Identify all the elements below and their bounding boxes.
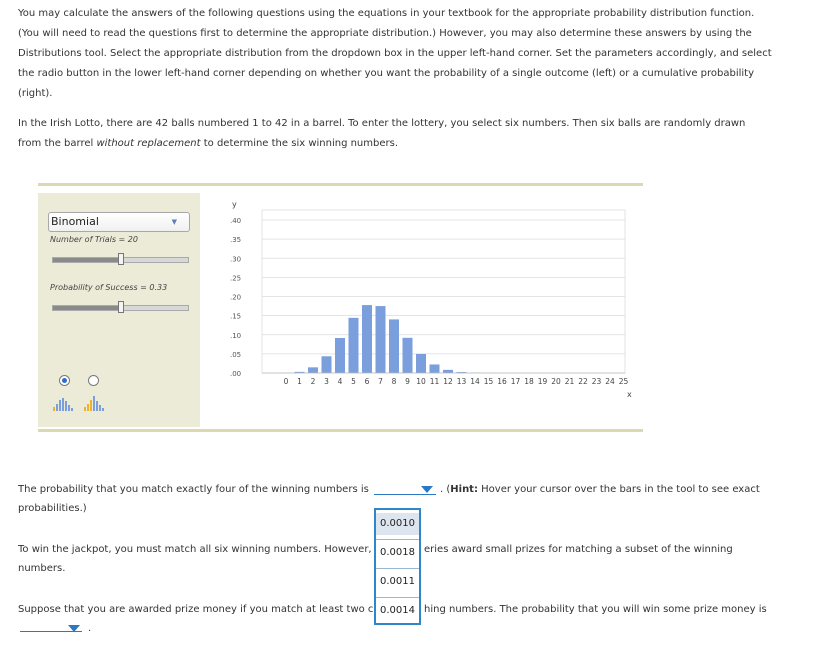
bar	[389, 319, 399, 373]
bar	[430, 364, 440, 373]
scenario-text: to determine the six winning numbers.	[200, 138, 399, 149]
x-tick-label: 11	[429, 377, 440, 386]
slider-handle[interactable]	[118, 253, 124, 265]
probability-of-success-label: Probability of Success = 0.33	[50, 283, 168, 292]
bar	[308, 367, 318, 373]
option-item[interactable]: 0.0014	[376, 600, 419, 622]
tool-bottom-rule	[38, 429, 643, 432]
bar	[443, 370, 453, 373]
y-tick-label: .05	[230, 350, 242, 359]
scenario-line	[18, 134, 798, 154]
bar	[403, 338, 413, 373]
y-tick-label: .30	[230, 255, 242, 264]
question-1-text: The probability that you match exactly four of the winning numbers is	[18, 484, 369, 495]
single-outcome-radio[interactable]	[59, 375, 70, 386]
number-of-trials-slider[interactable]	[52, 257, 189, 263]
scenario-emphasis: without replacement	[96, 138, 201, 149]
tool-control-panel	[38, 193, 200, 427]
y-tick-label: .00	[230, 370, 242, 378]
x-tick-label: 24	[605, 377, 615, 386]
x-tick-label: 5	[351, 377, 356, 386]
bar	[416, 354, 426, 373]
y-tick-label: .20	[230, 293, 242, 302]
distribution-chart	[200, 193, 643, 427]
question-3-line-1a: Suppose that you are awarded prize money if you match at least two c	[18, 604, 374, 615]
question-1-line-2: probabilities.)	[18, 503, 87, 514]
x-tick-label: 7	[378, 377, 383, 386]
hint-label: Hint:	[450, 484, 478, 495]
slider-handle[interactable]	[118, 301, 124, 313]
cumulative-histogram-icon	[83, 395, 105, 411]
x-tick-label: 8	[391, 377, 397, 386]
bar	[335, 338, 345, 373]
option-divider	[376, 597, 419, 598]
distribution-select[interactable]	[48, 212, 190, 232]
x-tick-label: 0	[283, 377, 289, 386]
x-tick-label: 20	[551, 377, 561, 386]
slider-fill	[53, 306, 121, 310]
x-axis-label: x	[627, 390, 632, 399]
y-tick-label: .10	[230, 331, 242, 340]
x-tick-label: 18	[524, 377, 534, 386]
y-tick-label: .15	[230, 312, 242, 321]
x-tick-label: 23	[591, 377, 602, 386]
scenario-text: from the barrel	[18, 138, 97, 149]
x-tick-label: 10	[416, 377, 426, 386]
intro-line: You may calculate the answers of the following questions using the equations in your textbook for the appropriate probability distribution function.	[18, 8, 755, 19]
intro-line: (right).	[18, 88, 53, 99]
x-tick-label: 9	[405, 377, 410, 386]
intro-line: (You will need to read the questions first to determine the appropriate distribution.) However, you may also determine these answers by using the	[18, 28, 752, 39]
chevron-down-icon[interactable]	[421, 486, 433, 493]
x-tick-label: 12	[443, 377, 453, 386]
x-tick-label: 17	[510, 377, 521, 386]
distribution-chart-area	[200, 193, 643, 427]
question-2-line-1b: eries award small prizes for matching a subset of the winning	[424, 544, 733, 555]
x-tick-label: 3	[324, 377, 329, 386]
intro-paragraph	[18, 4, 798, 104]
x-tick-label: 21	[564, 377, 575, 386]
y-tick-label: .25	[230, 274, 242, 283]
question-1-options-list	[374, 508, 421, 625]
bar	[322, 356, 332, 373]
bar	[362, 305, 372, 373]
intro-line: Distributions tool. Select the appropriate distribution from the dropdown box in the upper left-hand corner. Set the parameters accordingly, and select	[18, 48, 772, 59]
chevron-down-icon[interactable]	[68, 625, 80, 632]
option-item[interactable]: 0.0018	[376, 542, 419, 564]
slider-fill	[53, 258, 121, 262]
x-tick-label: 22	[578, 377, 588, 386]
plot-frame	[262, 210, 625, 373]
x-tick-label: 6	[364, 377, 370, 386]
option-divider	[376, 539, 419, 540]
chevron-down-icon: ▼	[171, 218, 177, 226]
y-axis-label: y	[232, 200, 237, 209]
y-tick-label: .35	[230, 236, 242, 245]
bar	[376, 306, 386, 373]
scenario-paragraph	[18, 114, 798, 154]
single-histogram-icon	[52, 395, 74, 411]
x-tick-label: 16	[497, 377, 507, 386]
question-2-line-2: numbers.	[18, 563, 66, 574]
option-item[interactable]: 0.0010	[376, 513, 419, 535]
x-tick-label: 2	[310, 377, 316, 386]
x-tick-label: 14	[470, 377, 480, 386]
tool-top-rule	[38, 183, 643, 186]
x-tick-label: 25	[618, 377, 629, 386]
question-2-line-1a: To win the jackpot, you must match all six winning numbers. However,	[18, 544, 372, 555]
cumulative-radio[interactable]	[88, 375, 99, 386]
x-tick-label: 15	[483, 377, 494, 386]
x-tick-label: 13	[456, 377, 467, 386]
scenario-line: In the Irish Lotto, there are 42 balls numbered 1 to 42 in a barrel. To enter the lottery, you select six numbers. Then six balls are randomly drawn	[18, 118, 746, 129]
hint-separator: . (	[440, 484, 451, 495]
bar	[349, 318, 359, 373]
distributions-tool	[38, 193, 643, 427]
y-tick-label: .40	[230, 217, 242, 225]
hint-text: Hover your cursor over the bars in the tool to see exact	[477, 484, 760, 495]
question-3-period: .	[88, 623, 92, 634]
number-of-trials-label: Number of Trials = 20	[50, 235, 138, 244]
option-item[interactable]: 0.0011	[376, 571, 419, 593]
x-tick-label: 4	[337, 377, 343, 386]
question-3-line-1b: hing numbers. The probability that you will win some prize money is	[424, 604, 767, 615]
distribution-select-value: Binomial	[51, 215, 99, 228]
x-tick-label: 1	[297, 377, 302, 386]
option-divider	[376, 568, 419, 569]
question-1-hint	[440, 480, 810, 500]
probability-of-success-slider[interactable]	[52, 305, 189, 311]
x-tick-label: 19	[537, 377, 548, 386]
intro-line: the radio button in the lower left-hand corner depending on whether you want the probability of a single outcome (left) or a cumulative probability	[18, 68, 755, 79]
